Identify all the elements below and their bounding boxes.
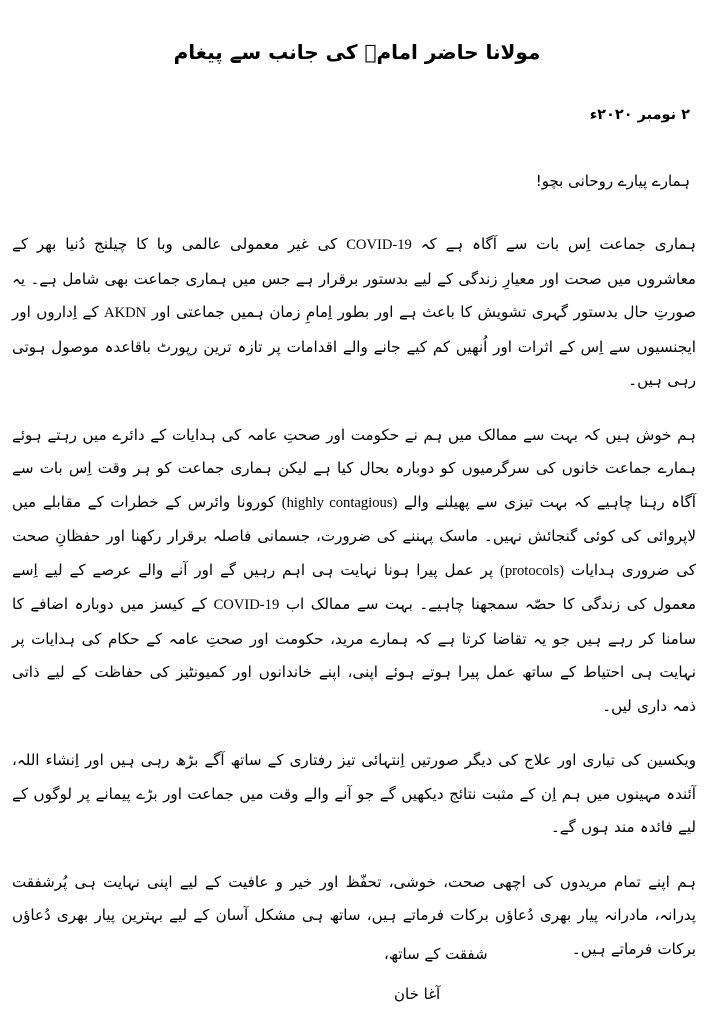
latin-term: (protocols): [499, 562, 564, 579]
latin-term: AKDN: [104, 305, 147, 321]
latin-term: (highly contagious): [281, 494, 398, 511]
closing-salutation: شفقت کے ساتھ،: [384, 945, 488, 963]
signature-name: آغا خان: [394, 985, 441, 1003]
salutation-line: ہمارے پیارے روحانی بچو!: [535, 172, 690, 190]
paragraph-1: ہماری جماعت اِس بات سے آگاہ ہے کہ COVID-19 کی غیر معمولی عالمی وبا کا چیلنج دُنیا بھر کے معاشروں میں صحت اور معیارِ زندگی کے لیے بدستور برقرار ہے جس میں ہماری جماعت بھی شامل ہے۔ یہ صورتِ حال بدستور گہری تشویش کا باعث ہے اور بطور اِمامِ زمان ہمیں جماعتی اور AKDN کے اِداروں اور ایجنسیوں سے اِس کے اثرات اور اُنھیں کم کیے جانے والے اقدامات پر تازہ ترین رپورٹ باقاعدہ موصول ہوتی رہی ہیں۔: [12, 235, 697, 389]
paragraph-2: ہم خوش ہیں کہ بہت سے ممالک میں ہم نے حکومت اور صحتِ عامہ کی ہدایات کے دائرے میں رہتے ہوئے ہمارے جماعت خانوں کی سرگرمیوں کو دوبارہ بحال کیا ہے لیکن ہماری جماعت کو ہر وقت اِس بات سے آگاہ رہنا چاہیے کہ بہت تیزی سے پھیلنے والے (highly contagious) کورونا وائرس کے خطرات کے مقابلے میں لاپروائی کی کوئی گنجائش نہیں۔ ماسک پہننے کی ضرورت، جسمانی فاصلہ برقرار رکھنا اور حفظانِ صحت کی ضروری ہدایات (protocols) پر عمل پیرا ہونا نہایت ہی اہم رہیں گے اور آنے والے عرصے کے لیے اِسے معمول کی زندگی کا حصّہ سمجھنا چاہیے۔ بہت سے ممالک اب COVID-19 کے کیسز میں دوبارہ اضافے کا سامنا کر رہے ہیں جو یہ تقاضا کرتا ہے کہ ہمارے مرید، حکومت اور صحتِ عامہ کے حکام کی ہدایات پر نہایت ہی احتیاط کے ساتھ عمل پیرا ہوتے ہوئے اپنی، اپنے خاندانوں اور کمیونٹیز کی حفاظت کے لیے ذاتی ذمہ داری لیں۔: [12, 425, 696, 715]
document-date: ۲ نومبر ۲۰۲۰ء: [589, 107, 690, 123]
document-body: [12, 228, 696, 966]
latin-term: COVID-19: [346, 237, 412, 253]
paragraph-4: ہم اپنے تمام مریدوں کی اچھی صحت، خوشی، تحفّظ اور خیر و عافیت کے لیے اپنی نہایت ہی پُرشفقت پدرانہ، مادرانہ پیار بھری دُعاؤں برکات فرماتے ہیں، ساتھ ہی مشکل آسان کے لیے بہترین پیار بھری دُعاؤں برکات فرماتے ہیں۔: [12, 872, 696, 958]
paragraph-3: ویکسین کی تیاری اور علاج کی دیگر صورتیں اِنتہائی تیز رفتاری کے ساتھ آگے بڑھ رہی ہیں اور اِنشاء اللہ، آئندہ مہینوں میں ہم اِن کے مثبت نتائج دیکھیں گے جو آنے والے وقت میں جماعت اور بڑے پیمانے پر لوگوں کے لیے فائدہ مند ہوں گے۔: [12, 751, 696, 836]
page-title: مولانا حاضر امامؑ کی جانب سے پیغام: [173, 40, 541, 65]
latin-term: COVID-19: [213, 597, 280, 613]
